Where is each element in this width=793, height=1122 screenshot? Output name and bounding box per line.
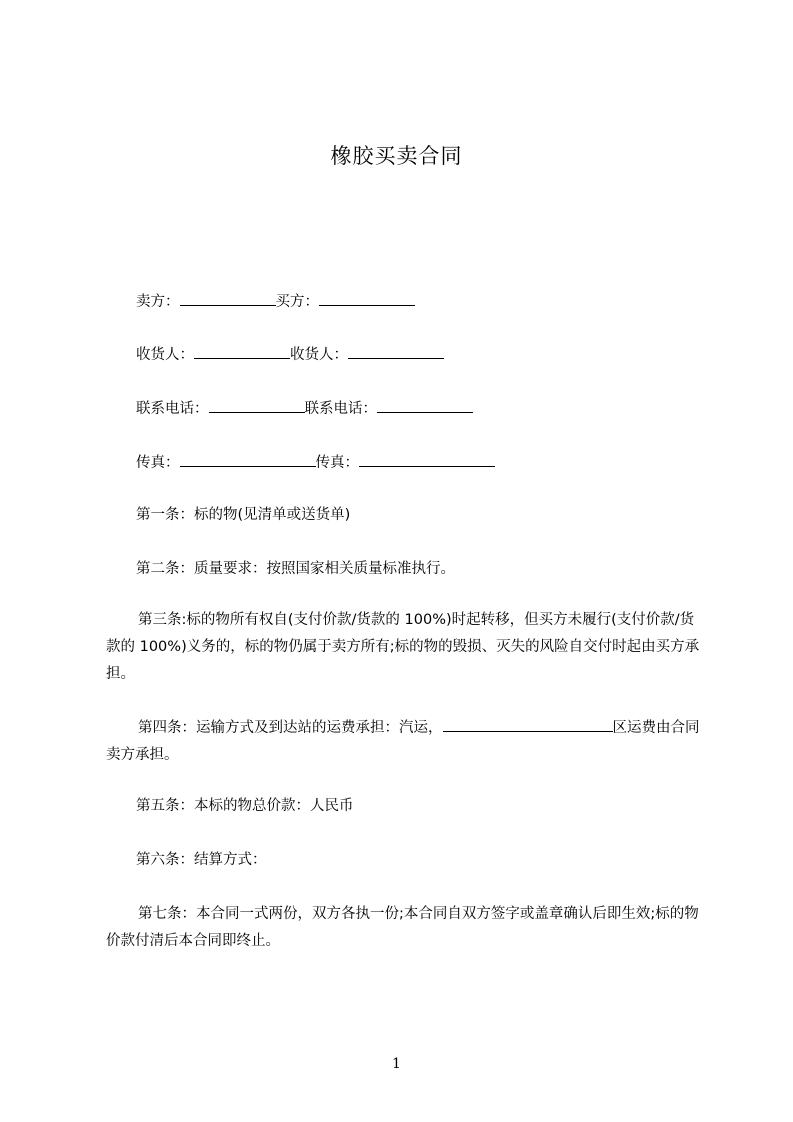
phone-blank-2 <box>377 398 473 413</box>
seller-buyer-line <box>136 291 415 312</box>
article-1: 第一条：标的物(见清单或送货单) <box>136 507 351 523</box>
seller-blank <box>180 291 276 306</box>
article-6: 第六条：结算方式： <box>136 852 267 868</box>
fax-line <box>136 452 495 473</box>
consignee-line <box>136 344 444 365</box>
article-4-text-2: 区运费由合同卖方承担。 <box>106 720 700 763</box>
document-title: 橡胶买卖合同 <box>330 144 463 168</box>
article-5: 第五条：本标的物总价款：人民币 <box>136 798 354 814</box>
phone-line <box>136 398 473 419</box>
article-4 <box>106 715 702 769</box>
consignee-label-2: 收货人： <box>290 347 348 363</box>
buyer-blank <box>319 291 415 306</box>
phone-blank-1 <box>209 398 305 413</box>
fax-label-1: 传真： <box>136 455 180 471</box>
phone-label-2: 联系电话： <box>304 401 377 417</box>
article-4-text-1: 第四条：运输方式及到达站的运费承担：汽运， <box>138 720 443 736</box>
article-3-text: 第三条:标的物所有权自(支付价款/货款的 100%)时起转移，但买方未履行(支付价款/货款的 100%)义务的，标的物仍属于卖方所有;标的物的毁损、灭失的风险自交付时起由买方承担。 <box>106 612 700 682</box>
fax-label-2: 传真： <box>315 455 359 471</box>
seller-label: 卖方： <box>136 294 180 310</box>
article-2: 第二条：质量要求：按照国家相关质量标准执行。 <box>136 561 455 577</box>
article-7-text: 第七条：本合同一式两份，双方各执一份;本合同自双方签字或盖章确认后即生效;标的物价款付清后本合同即终止。 <box>106 906 699 949</box>
consignee-blank-2 <box>348 344 444 359</box>
consignee-label-1: 收货人： <box>136 347 194 363</box>
article-7 <box>106 901 702 955</box>
article-3 <box>106 607 702 688</box>
consignee-blank-1 <box>194 344 290 359</box>
transport-region-blank <box>443 717 613 732</box>
fax-blank-2 <box>359 452 495 467</box>
buyer-label: 买方： <box>275 294 319 310</box>
fax-blank-1 <box>180 452 316 467</box>
page-number: 1 <box>392 1056 401 1072</box>
phone-label-1: 联系电话： <box>136 401 209 417</box>
